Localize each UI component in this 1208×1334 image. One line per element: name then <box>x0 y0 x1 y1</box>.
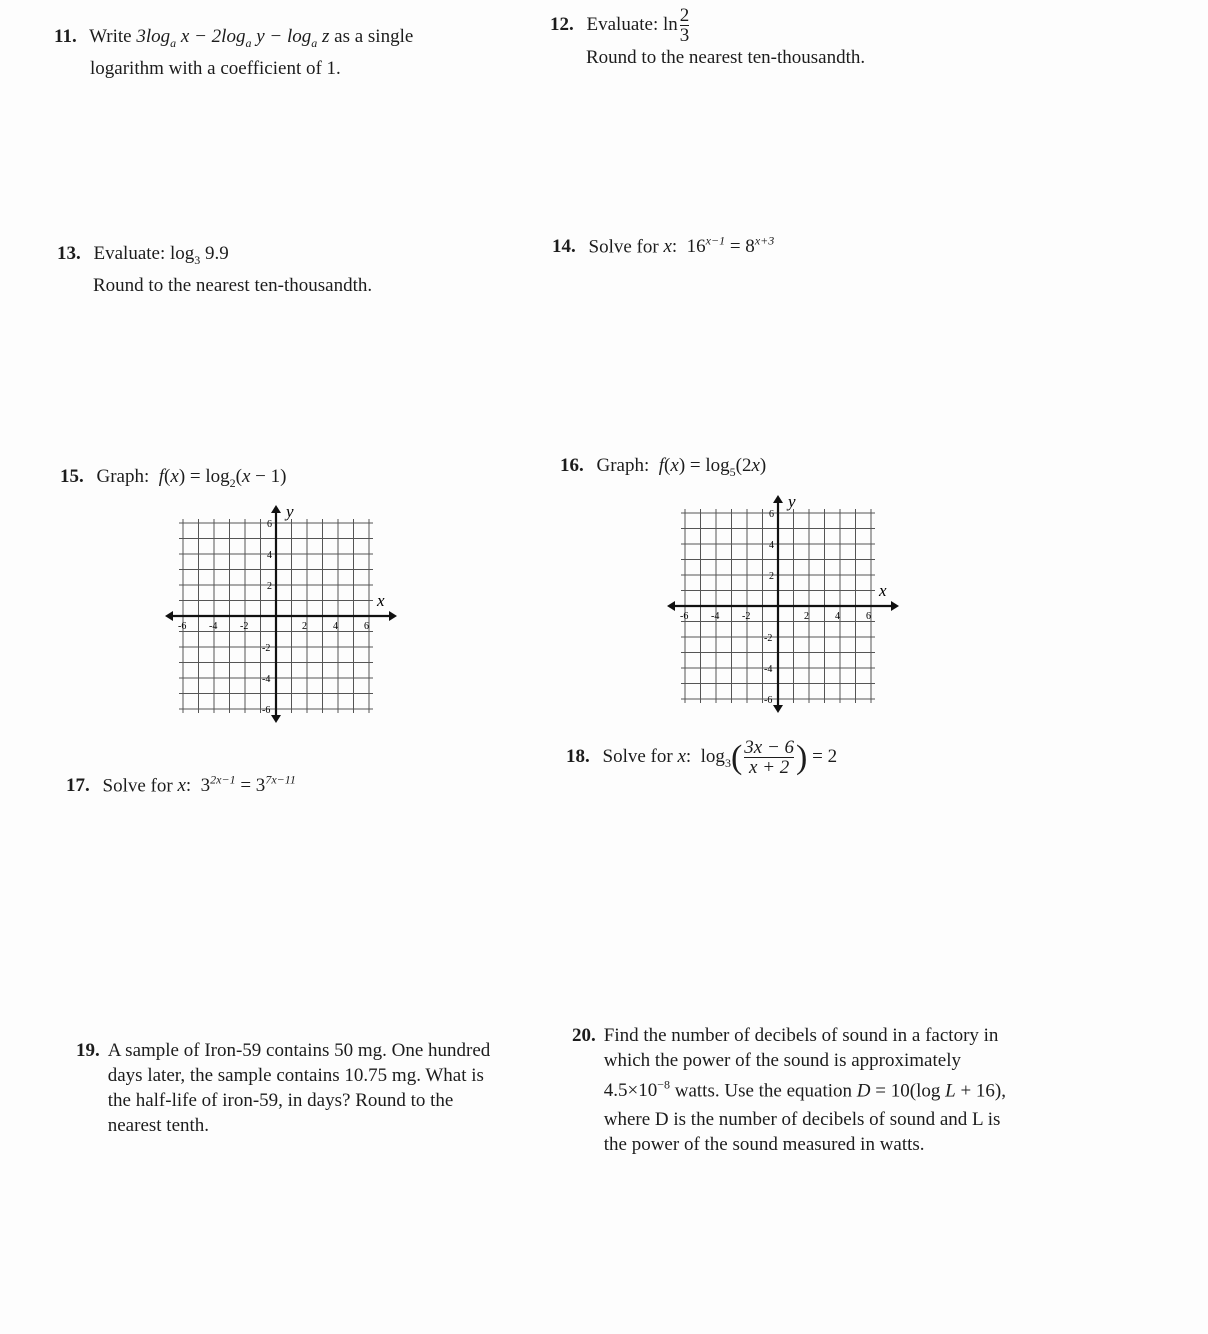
y-axis-label: y <box>788 492 796 511</box>
problem-18 <box>566 738 837 777</box>
problem-15 <box>60 464 286 496</box>
x-axis-arrow-right <box>389 611 397 621</box>
y-axis-arrow-down <box>271 715 281 723</box>
problem-line: nearest tenth. <box>107 1115 210 1136</box>
x-tick-label: -2 <box>240 621 249 632</box>
expression: x: $3^{2x-1} = 3^{7x-11}$ <box>177 773 296 797</box>
expression: ln $\frac{2}{3}$ <box>663 5 690 46</box>
x-tick-label: 6 <box>364 621 369 632</box>
problem-line: the half-life of iron-59, in days? Round to the <box>107 1090 454 1111</box>
problem-line: days later, the sample contains 10.75 mg. What is <box>107 1065 484 1086</box>
x-tick-label: 4 <box>333 621 338 632</box>
expression: x: $16^{x-1} = 8^{x+3}$ <box>663 234 775 258</box>
x-axis-label: x <box>377 591 385 610</box>
expression: x: $\log_3$( $\frac{3x - 6}{x + 2}$ ) = 2 <box>677 737 838 778</box>
problem-text: logarithm with a coefficient of 1. <box>90 57 341 79</box>
problem-text: as a single <box>334 26 414 47</box>
denominator: x + 2 <box>744 757 794 777</box>
problem-text: Evaluate: <box>93 243 166 264</box>
expression: $3\log_a$ $x - 2\log_a$ $y - \log_a z$ <box>136 26 330 50</box>
problem-14 <box>552 229 774 259</box>
problem-text: Graph: <box>596 455 650 476</box>
y-tick-label: -6 <box>262 705 271 716</box>
y-tick-label: 2 <box>769 571 774 582</box>
problem-line: A sample of Iron-59 contains 50 mg. One hundred <box>107 1040 491 1061</box>
problem-line: where D is the number of decibels of sound and L is <box>603 1109 1001 1131</box>
y-tick-label: -4 <box>262 674 271 685</box>
y-tick-label: 4 <box>267 550 272 561</box>
problem-number: 16. <box>560 455 584 476</box>
problem-line: Find the number of decibels of sound in a factory in <box>603 1025 999 1046</box>
problem-text: Solve for <box>602 745 673 767</box>
problem-number: 13. <box>57 243 81 264</box>
numerator: 3x − 6 <box>744 737 795 758</box>
problem-text: Write <box>89 26 132 47</box>
expression: D = 10(log L + 16), <box>856 1080 1006 1102</box>
x-tick-label: 2 <box>804 611 809 622</box>
problem-text: Round to the nearest ten-thousandth. <box>93 274 373 296</box>
y-axis-arrow-up <box>773 495 783 503</box>
problem-13 <box>57 241 372 298</box>
x-tick-label: -2 <box>742 611 751 622</box>
problem-number: 12. <box>550 13 574 35</box>
x-axis-label: x <box>879 581 887 600</box>
problem-line: which the power of the sound is approximately <box>603 1050 961 1071</box>
problem-number: 11. <box>54 26 77 47</box>
y-axis-arrow-down <box>773 705 783 713</box>
problem-number: 17. <box>66 775 90 797</box>
y-tick-label: -6 <box>764 695 773 706</box>
x-tick-label: 6 <box>866 611 871 622</box>
x-axis-arrow-right <box>891 601 899 611</box>
x-tick-label: -6 <box>680 611 689 622</box>
x-tick-label: 2 <box>302 621 307 632</box>
problem-17 <box>66 768 296 798</box>
problem-line: $4.5\times 10^{-8}$ watts. Use the equation D = 10(log L + 16), <box>603 1078 1006 1102</box>
problem-20 <box>572 1023 1092 1157</box>
expression: $\log_3 9.9$ <box>170 243 229 267</box>
y-tick-label: 4 <box>769 540 774 551</box>
y-tick-label: 6 <box>769 509 774 520</box>
y-tick-label: -2 <box>262 643 271 654</box>
denominator: 3 <box>679 25 690 46</box>
x-tick-label: -4 <box>209 621 218 632</box>
problem-number: 18. <box>566 745 590 767</box>
y-axis-arrow-up <box>271 505 281 513</box>
expression: $f(x) = \log_2(x - 1)$ <box>158 466 287 490</box>
problem-number: 15. <box>60 466 84 487</box>
expression: $4.5\times 10^{-8}$ <box>603 1078 670 1102</box>
y-tick-label: 6 <box>267 519 272 530</box>
x-axis-arrow-left <box>165 611 173 621</box>
problem-text: Evaluate: <box>586 13 659 35</box>
problem-11 <box>54 24 413 81</box>
problem-text: Solve for <box>588 236 659 258</box>
x-tick-label: -6 <box>178 621 187 632</box>
y-tick-label: -2 <box>764 633 773 644</box>
problem-text: Graph: <box>96 466 150 487</box>
y-axis-label: y <box>286 502 294 521</box>
y-tick-label: -4 <box>764 664 773 675</box>
x-axis-arrow-left <box>667 601 675 611</box>
problem-number: 20. <box>572 1025 596 1046</box>
coordinate-grid-16 <box>682 488 922 718</box>
problem-text: Round to the nearest ten-thousandth. <box>586 47 866 68</box>
problem-number: 14. <box>552 236 576 258</box>
coordinate-grid-15 <box>180 498 420 728</box>
y-tick-label: 2 <box>267 581 272 592</box>
x-tick-label: -4 <box>711 611 720 622</box>
problem-19 <box>76 1038 556 1138</box>
problem-16 <box>560 453 766 485</box>
numerator: 2 <box>679 5 690 26</box>
expression: $f(x) = \log_5(2x)$ <box>658 455 767 479</box>
problem-12 <box>550 6 865 70</box>
problem-text: Solve for <box>102 775 173 797</box>
problem-line: the power of the sound measured in watts. <box>603 1134 925 1156</box>
problem-number: 19. <box>76 1040 100 1061</box>
x-tick-label: 4 <box>835 611 840 622</box>
